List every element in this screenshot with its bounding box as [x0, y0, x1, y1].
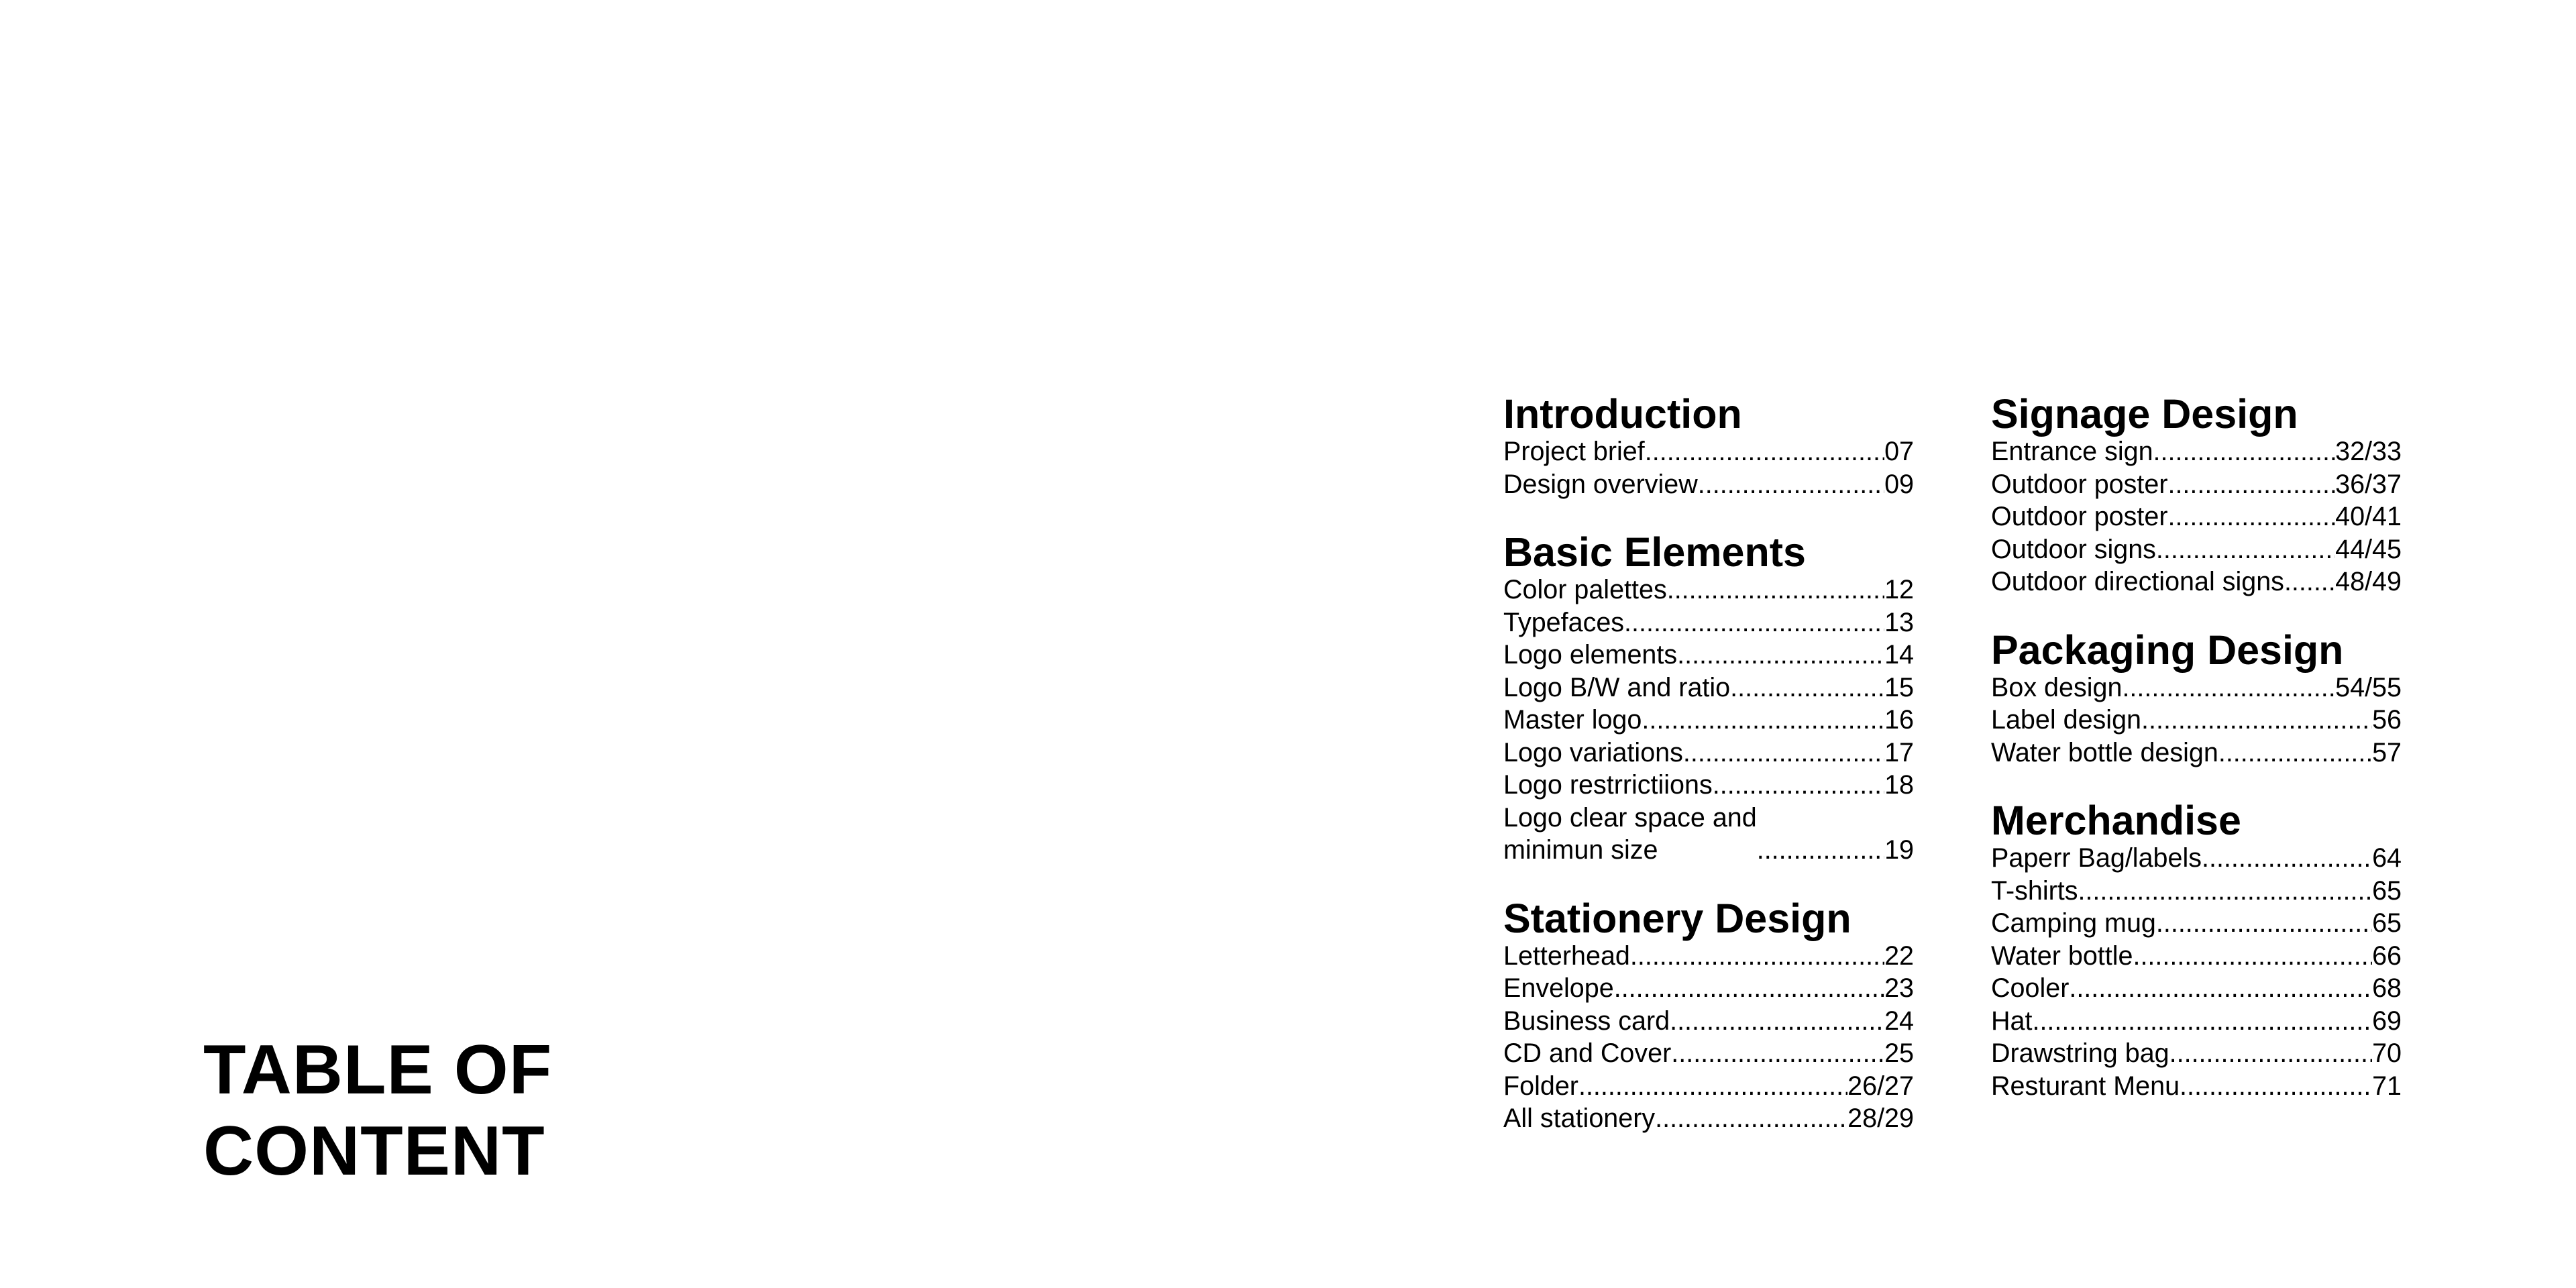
toc-section-merchandise [1991, 799, 2402, 1102]
toc-entry [1503, 468, 1914, 501]
dot-leader [2032, 1005, 2372, 1038]
entry-label: Entrance sign [1991, 437, 2153, 466]
entry-page-number: 16 [1884, 705, 1914, 735]
toc-section-packaging-design [1991, 629, 2402, 769]
entry-page-number: 19 [1884, 835, 1914, 865]
entry-page-number: 18 [1884, 770, 1914, 800]
toc-entry [1503, 1102, 1914, 1135]
entry-label: Outdoor poster [1991, 469, 2168, 499]
toc-entry [1503, 435, 1914, 468]
dot-leader [2284, 566, 2335, 598]
entry-page-number: 44/45 [2335, 534, 2402, 564]
entry-page-number: 40/41 [2335, 502, 2402, 531]
section-heading: Introduction [1503, 391, 1742, 437]
toc-entry [1503, 639, 1914, 672]
entry-page-number: 71 [2372, 1071, 2402, 1101]
entry-page-number: 65 [2372, 875, 2402, 906]
entry-label: Logo B/W and ratio [1503, 672, 1731, 702]
toc-entry [1991, 907, 2402, 940]
toc-entry [1503, 737, 1914, 769]
dot-leader [1614, 972, 1884, 1005]
dot-leader [1642, 704, 1884, 737]
toc-entry-list [1991, 672, 2402, 769]
entry-label [1503, 802, 1757, 867]
entry-label: Water bottle design [1991, 737, 2218, 767]
dot-leader [1698, 468, 1884, 501]
entry-page-number: 56 [2372, 705, 2402, 735]
entry-label: Logo elements [1503, 640, 1678, 669]
dot-leader [1655, 1102, 1847, 1135]
entry-label: Color palettes [1503, 575, 1667, 604]
entry-label: Resturant Menu [1991, 1071, 2180, 1101]
dot-leader [1667, 574, 1884, 606]
toc-entry [1503, 940, 1914, 973]
toc-entry [1991, 468, 2402, 501]
entry-label-line: Logo clear space and [1503, 802, 1757, 833]
toc-entry [1991, 1070, 2402, 1103]
toc-entry [1991, 566, 2402, 598]
entry-page-number: 07 [1884, 437, 1914, 466]
dot-leader [2156, 533, 2335, 566]
toc-entry [1503, 972, 1914, 1005]
entry-label: Business card [1503, 1006, 1670, 1036]
entry-page-number: 57 [2372, 737, 2402, 767]
toc-entry [1991, 972, 2402, 1005]
entry-label: Box design [1991, 672, 2123, 702]
toc-entry [1503, 1005, 1914, 1038]
entry-label: Drawstring bag [1991, 1038, 2169, 1068]
toc-entry [1991, 533, 2402, 566]
entry-label: Logo restrrictiions [1503, 770, 1713, 800]
entry-label: Camping mug [1991, 908, 2156, 938]
entry-page-number: 28/29 [1847, 1104, 1914, 1133]
dot-leader [1630, 940, 1884, 973]
dot-leader [2218, 737, 2372, 769]
entry-label: All stationery [1503, 1104, 1656, 1133]
entry-page-number: 69 [2372, 1006, 2402, 1036]
entry-page-number: 14 [1884, 640, 1914, 669]
entry-page-number: 26/27 [1847, 1071, 1914, 1101]
dot-leader [1677, 639, 1884, 672]
toc-entry-list [1991, 435, 2402, 598]
entry-label: Typefaces [1503, 607, 1625, 637]
dot-leader [2122, 672, 2335, 704]
entry-page-number: 13 [1884, 607, 1914, 637]
dot-leader [2167, 468, 2335, 501]
page-title-line-1: TABLE OF [203, 1031, 553, 1109]
entry-label: Design overview [1503, 469, 1698, 499]
dot-leader [2141, 704, 2372, 737]
dot-leader [2156, 907, 2372, 940]
entry-page-number: 24 [1884, 1006, 1914, 1036]
page-title [203, 1030, 552, 1192]
entry-page-number: 09 [1884, 469, 1914, 499]
toc-section-introduction [1503, 392, 1914, 500]
entry-page-number: 23 [1884, 973, 1914, 1003]
dot-leader [1578, 1070, 1847, 1103]
entry-label: Outdoor directional signs [1991, 567, 2284, 596]
dot-leader [2069, 972, 2372, 1005]
entry-page-number: 68 [2372, 973, 2402, 1003]
dot-leader [2078, 875, 2372, 908]
toc-entry [1991, 737, 2402, 769]
entry-label: Water bottle [1991, 941, 2133, 971]
toc-entry [1991, 940, 2402, 973]
toc-entry [1991, 435, 2402, 468]
toc-entry [1991, 500, 2402, 533]
dot-leader [1671, 1037, 1884, 1070]
entry-page-number: 48/49 [2335, 567, 2402, 596]
toc-entry [1991, 875, 2402, 908]
page-title-line-2: CONTENT [203, 1112, 545, 1190]
toc-entry [1503, 574, 1914, 606]
entry-label: Letterhead [1503, 941, 1630, 971]
dot-leader [1624, 606, 1884, 639]
toc-column-right [1991, 392, 2402, 1102]
entry-label: Folder [1503, 1071, 1578, 1101]
toc-column-left [1503, 392, 1914, 1135]
toc-entry [1991, 1037, 2402, 1070]
dot-leader [2153, 435, 2336, 468]
dot-leader [1670, 1005, 1884, 1038]
toc-entry [1991, 672, 2402, 704]
entry-label: Cooler [1991, 973, 2070, 1003]
entry-page-number: 15 [1884, 672, 1914, 702]
dot-leader [2180, 1070, 2372, 1103]
toc-entry [1991, 704, 2402, 737]
section-heading: Basic Elements [1503, 529, 1806, 575]
toc-entry [1503, 672, 1914, 704]
section-heading: Signage Design [1991, 391, 2298, 437]
toc-section-signage-design [1991, 392, 2402, 598]
entry-label: Envelope [1503, 973, 1614, 1003]
dot-leader [2202, 842, 2372, 875]
toc-entry [1503, 1037, 1914, 1070]
toc-section-basic-elements [1503, 531, 1914, 867]
entry-page-number: 12 [1884, 575, 1914, 604]
entry-page-number: 36/37 [2335, 469, 2402, 499]
toc-entry-list [1991, 842, 2402, 1102]
entry-label: Project brief [1503, 437, 1645, 466]
entry-label: CD and Cover [1503, 1038, 1672, 1068]
section-heading: Packaging Design [1991, 627, 2344, 673]
dot-leader [2133, 940, 2372, 973]
entry-page-number: 32/33 [2335, 437, 2402, 466]
entry-page-number: 64 [2372, 843, 2402, 873]
entry-page-number: 22 [1884, 941, 1914, 971]
toc-entry-list [1503, 940, 1914, 1135]
dot-leader [1730, 672, 1884, 704]
entry-label-line: minimun size [1503, 835, 1658, 865]
toc-entry [1503, 769, 1914, 802]
dot-leader [2169, 1037, 2372, 1070]
dot-leader [1645, 435, 1884, 468]
dot-leader [1757, 834, 1884, 867]
entry-page-number: 70 [2372, 1038, 2402, 1068]
entry-label: Outdoor poster [1991, 502, 2168, 531]
entry-page-number: 54/55 [2335, 672, 2402, 702]
entry-label: Outdoor signs [1991, 534, 2156, 564]
toc-entry-list [1503, 435, 1914, 500]
section-heading: Stationery Design [1503, 895, 1851, 941]
dot-leader [2167, 500, 2335, 533]
dot-leader [1713, 769, 1884, 802]
entry-label: Label design [1991, 705, 2142, 735]
toc-entry [1503, 704, 1914, 737]
entry-label: Hat [1991, 1006, 2033, 1036]
entry-page-number: 17 [1884, 737, 1914, 767]
toc-entry [1503, 1070, 1914, 1103]
entry-label: T-shirts [1991, 875, 2078, 906]
entry-label: Paperr Bag/labels [1991, 843, 2202, 873]
entry-label: Master logo [1503, 705, 1642, 735]
toc-entry [1503, 606, 1914, 639]
entry-page-number: 66 [2372, 941, 2402, 971]
entry-page-number: 65 [2372, 908, 2402, 938]
toc-entry-list [1503, 574, 1914, 867]
dot-leader [1683, 737, 1884, 769]
entry-page-number: 25 [1884, 1038, 1914, 1068]
toc-entry [1991, 1005, 2402, 1038]
entry-label: Logo variations [1503, 737, 1683, 767]
toc-entry [1991, 842, 2402, 875]
toc-section-stationery-design [1503, 897, 1914, 1135]
toc-entry [1503, 802, 1914, 867]
section-heading: Merchandise [1991, 798, 2241, 843]
